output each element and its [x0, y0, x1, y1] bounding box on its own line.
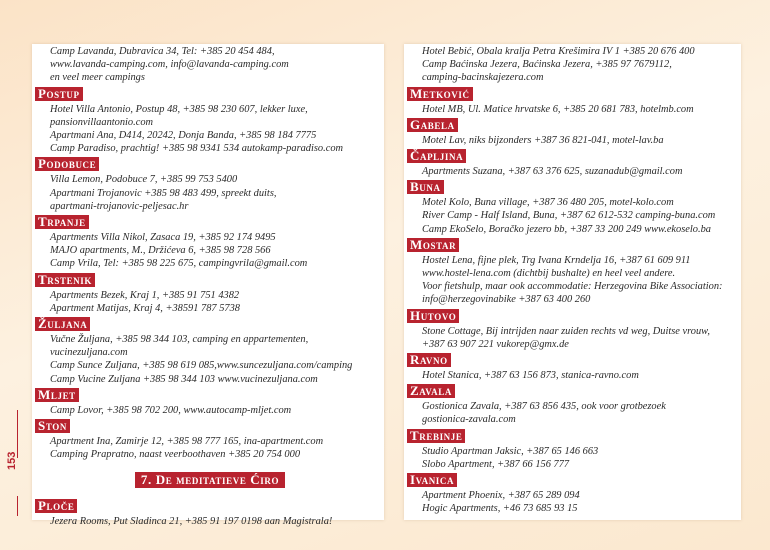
section-gabela	[408, 116, 741, 147]
section-header: Čapljina	[407, 149, 466, 163]
section-header: Trpanje	[35, 215, 89, 229]
entry-line: Hotel Stanica, +387 63 156 873, stanica-ravno.com	[422, 370, 639, 382]
section-header: Postup	[35, 87, 83, 101]
entry-line: Camp Lavanda, Dubravica 34, Tel: +385 20 454 484,	[50, 46, 275, 57]
entry-line: Gostionica Zavala, +387 63 856 435, ook voor grotbezoek	[422, 401, 666, 413]
left-sections	[36, 85, 384, 462]
section-entries	[408, 134, 741, 147]
section-header: Ivanica	[407, 473, 457, 487]
entry-line: pansionvillaantonio.com	[50, 116, 154, 128]
section-entries	[36, 404, 384, 417]
section-entries	[408, 445, 741, 471]
entry-line: Camp Vrila, Tel: +385 98 225 675, campingvrila@gmail.com	[50, 258, 308, 270]
section-entries	[36, 515, 384, 528]
right-intro	[408, 45, 741, 85]
entry-line: www.lavanda-camping.com, info@lavanda-camping.com	[50, 59, 289, 71]
section-mljet	[36, 386, 384, 417]
entry-line: River Camp - Half Island, Buna, +387 62 612-532 camping-buna.com	[422, 210, 716, 222]
entry-line: Vučne Žuljana, +385 98 344 103, camping en appartementen,	[50, 334, 309, 346]
section-mostar	[408, 236, 741, 307]
entry-line: Voor fietshulp, maar ook accommodatie: Herzegovina Bike Association:	[422, 281, 723, 293]
entry-line: Apartments Bezek, Kraj 1, +385 91 751 4382	[50, 289, 240, 301]
section-entries	[36, 103, 384, 156]
chapter-header-wrap	[36, 471, 384, 489]
entry-line: Motel Kolo, Buna village, +387 36 480 205, motel-kolo.com	[422, 197, 674, 209]
entry-line: Camp Baćinska Jezera, Baćinska Jezera, +385 97 7679112,	[422, 59, 672, 71]
section-entries	[408, 325, 741, 351]
right-sections	[408, 85, 741, 516]
section-entries	[36, 435, 384, 461]
section-metkovi	[408, 85, 741, 116]
section-header: Ston	[35, 419, 70, 433]
entry-line: Hogic Apartments, +46 73 685 93 15	[422, 503, 578, 515]
section-zavala	[408, 382, 741, 426]
section-entries	[408, 254, 741, 307]
left-column	[32, 44, 384, 528]
section-hutovo	[408, 307, 741, 351]
page-number-rule-bottom	[17, 496, 18, 516]
section-podobuce	[36, 155, 384, 213]
entry-line: Camp EkoSelo, Boračko jezero bb, +387 33 200 249 www.ekoselo.ba	[422, 223, 711, 235]
section-header: Ploče	[35, 499, 77, 513]
page-number: 153	[6, 451, 18, 470]
left-after-sections	[36, 497, 384, 528]
section-buna	[408, 178, 741, 236]
section-header: Trstenik	[35, 273, 95, 287]
section-entries	[408, 400, 741, 426]
section-header: Podobuce	[35, 157, 99, 171]
entry-line: Hotel Bebić, Obala kralja Petra Krešimira IV 1 +385 20 676 400	[422, 46, 695, 57]
entry-line: apartmani-trojanovic-peljesac.hr	[50, 200, 189, 212]
section-postup	[36, 85, 384, 156]
entry-line: Hotel MB, Ul. Matice hrvatske 6, +385 20 681 783, hotelmb.com	[422, 103, 694, 115]
entry-line: Apartments Suzana, +387 63 376 625, suzanadub@gmail.com	[422, 166, 683, 178]
section-entries	[408, 165, 741, 178]
section-entries	[408, 369, 741, 382]
entry-line: Apartments Villa Nikol, Zasaca 19, +385 92 174 9495	[50, 232, 276, 244]
entry-line: Camping Prapratno, naast veerboothaven +385 20 754 000	[50, 449, 301, 461]
entry-line: Apartment Phoenix, +387 65 289 094	[422, 490, 580, 502]
entry-line: Jezera Rooms, Put Sladinca 21, +385 91 197 0198 aan Magistrala!	[50, 516, 333, 528]
entry-line: Camp Lovor, +385 98 702 200, www.autocamp-mljet.com	[50, 404, 292, 416]
section-uljana	[36, 315, 384, 386]
section-trpanje	[36, 213, 384, 271]
section-header: Metković	[407, 87, 473, 101]
entry-line: info@herzegovinabike +387 63 400 260	[422, 294, 591, 306]
entry-line: +387 63 907 221 vukorep@gmx.de	[422, 338, 569, 350]
section-trebinje	[408, 427, 741, 471]
section-entries	[36, 289, 384, 315]
entry-line: Slobo Apartment, +387 66 156 777	[422, 458, 570, 470]
entry-line: Hotel Villa Antonio, Postup 48, +385 98 230 607, lekker luxe,	[50, 103, 308, 115]
section-ivanica	[408, 471, 741, 515]
entry-line: Apartment Ina, Zamirje 12, +385 98 777 165, ina-apartment.com	[50, 436, 324, 448]
entry-line: Stone Cottage, Bij intrijden naar zuiden rechts vd weg, Duitse vrouw,	[422, 325, 710, 337]
section-entries	[408, 103, 741, 116]
entry-line: Motel Lav, niks bijzonders +387 36 821-041, motel-lav.ba	[422, 134, 664, 146]
section-header: Gabela	[407, 118, 458, 132]
entry-line: gostionica-zavala.com	[422, 414, 516, 426]
entry-line: Camp Sunce Zuljana, +385 98 619 085,www.suncezuljana.com/camping	[50, 360, 353, 372]
entry-line: Camp Paradiso, prachtig! +385 98 9341 534 autokamp-paradiso.com	[50, 143, 344, 155]
entry-line: camping-bacinskajezera.com	[422, 72, 544, 84]
entry-line: Apartmani Ana, D414, 20242, Donja Banda, +385 98 184 7775	[50, 130, 317, 142]
entry-line: Studio Apartman Jaksic, +387 65 146 663	[422, 445, 599, 457]
entry-line: Apartment Matijas, Kraj 4, +38591 787 5738	[50, 302, 241, 314]
section-entries	[36, 333, 384, 386]
entry-line: Camp Vucine Zuljana +385 98 344 103 www.vucinezuljana.com	[50, 373, 318, 385]
section-header: Ravno	[407, 353, 451, 367]
section-entries	[408, 196, 741, 236]
entry-line: www.hostel-lena.com (dichtbij bushalte) en heel veel andere.	[422, 268, 676, 280]
section-ston	[36, 417, 384, 461]
entry-line: Hostel Lena, fijne plek, Trg Ivana Krndelja 16, +387 61 609 911	[422, 254, 691, 266]
section-entries	[36, 173, 384, 213]
entry-line: en veel meer campings	[50, 72, 145, 84]
entry-line: Villa Lemon, Podobuce 7, +385 99 753 5400	[50, 174, 238, 186]
section-header: Mostar	[407, 238, 459, 252]
section-entries	[36, 231, 384, 271]
section-apljina	[408, 147, 741, 178]
section-entries	[408, 489, 741, 515]
section-header: Mljet	[35, 388, 79, 402]
section-header: Hutovo	[407, 309, 459, 323]
chapter-header: 7. De meditatieve Ćiro	[135, 472, 285, 488]
section-header: Trebinje	[407, 429, 465, 443]
section-ravno	[408, 351, 741, 382]
entry-line: vucinezuljana.com	[50, 347, 128, 359]
section-header: Žuljana	[35, 317, 90, 331]
section-trstenik	[36, 271, 384, 315]
section-header: Zavala	[407, 384, 455, 398]
section-header: Buna	[407, 180, 444, 194]
right-column	[404, 44, 741, 520]
entry-line: Apartmani Trojanovic +385 98 483 499, spreekt duits,	[50, 187, 277, 199]
entry-line: MAJO apartments, M., Držićeva 6, +385 98 728 566	[50, 245, 271, 257]
left-intro	[36, 45, 384, 85]
section-ploe	[36, 497, 384, 528]
